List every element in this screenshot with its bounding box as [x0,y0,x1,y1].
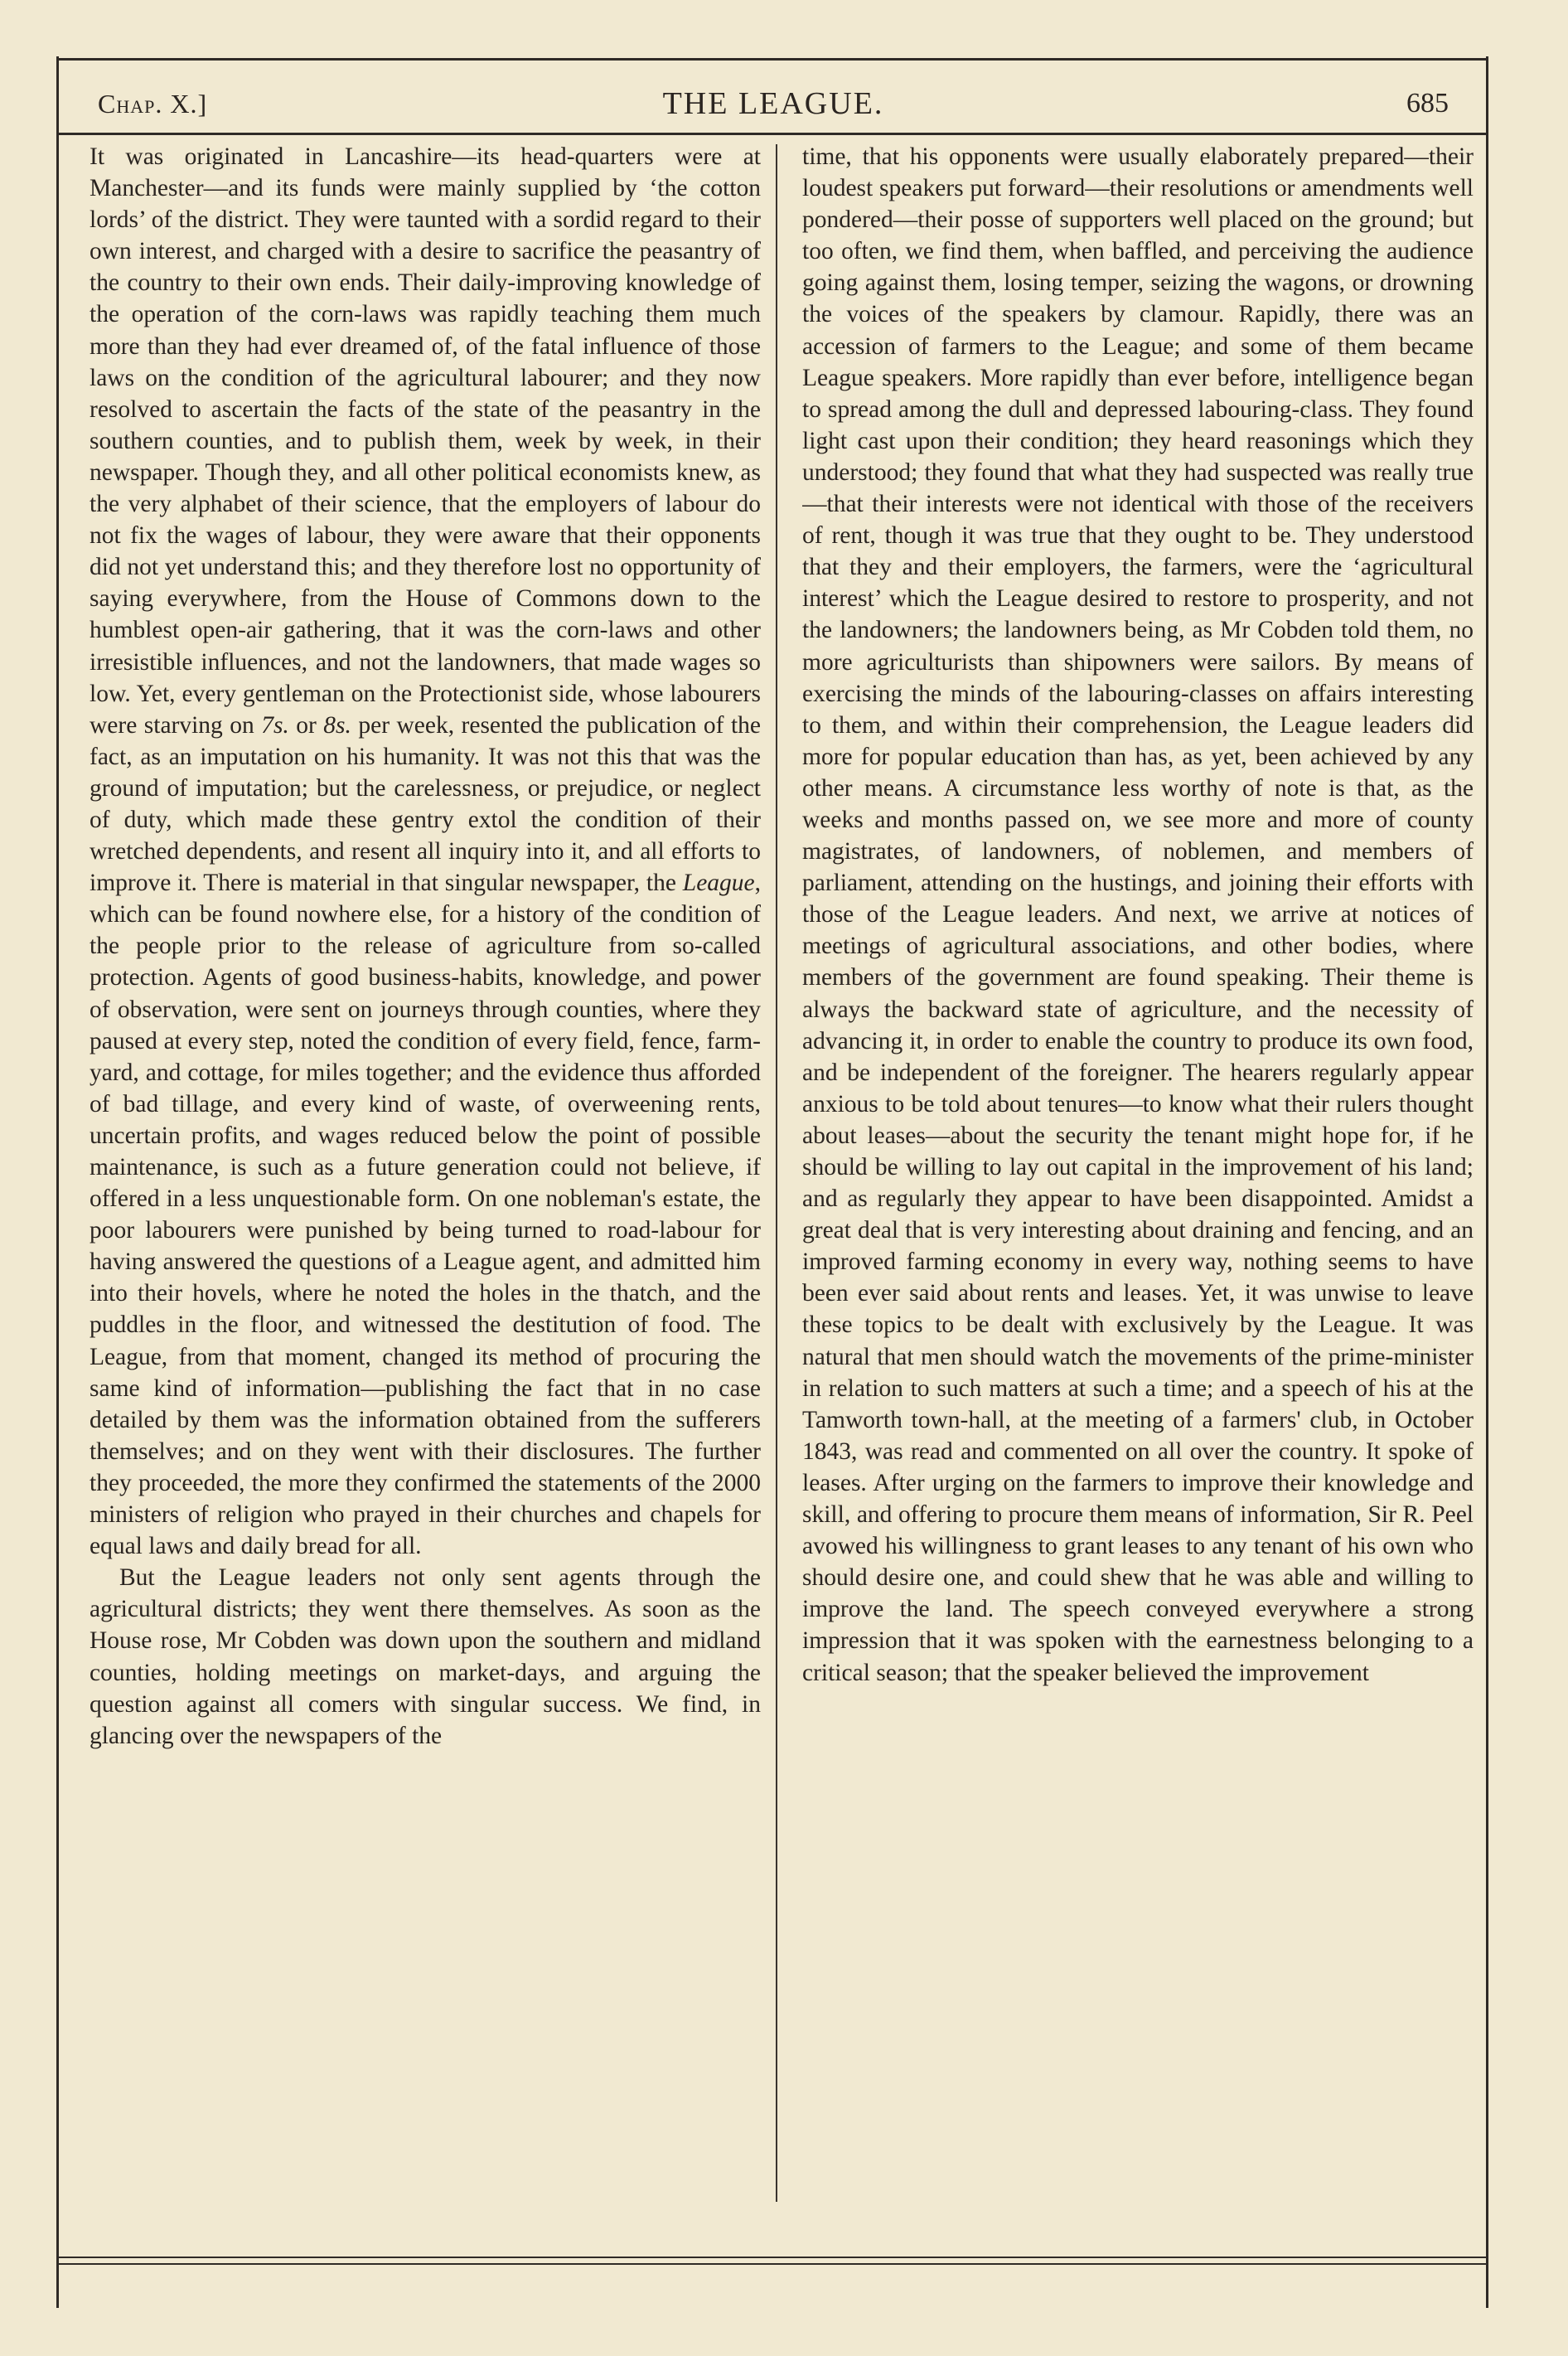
right-paragraph-1: time, that his opponents were usually elaborately prepared—their loudest speakers put forward—their resolutions or amendments well pondered—their posse of supporters well placed on the ground; but too often, we find them, when baffled, and perceiving the audience going against them, losing temper, seizing the wagons, or drowning the voices of the speakers by clamour. Rapidly, there was an accession of farmers to the League; and some of them became League speakers. More rapidly than ever before, intelligence began to spread among the dull and depressed labouring-class. They found light cast upon their condition; they heard reasonings which they understood; they found that what they had suspected was really true—that their interests were not identical with those of the receivers of rent, though it was true that they ought to be. They understood that they and their employers, the farmers, were the ‘agricultural interest’ which the League desired to restore to prosperity, and not the landowners; the landowners being, as Mr Cobden told them, no more agriculturists than shipowners were sailors. By means of exercising the minds of the labouring-classes on affairs interesting to them, and within their comprehension, the League leaders did more for popular education than has, as yet, been achieved by any other means. A circumstance less worthy of note is that, as the weeks and months passed on, we see more and more of county magistrates, of landowners, of noblemen, and members of parliament, attending on the hustings, and joining their efforts with those of the League leaders. And next, we arrive at notices of meetings of agricultural associations, and other bodies, where members of the government are found speaking. Their theme is always the backward state of agriculture, and the necessity of advancing it, in order to enable the country to produce its own food, and be independent of the foreigner. The hearers regularly appear anxious to be told about tenures—to know what their rulers thought about leases—about the security the tenant might hope for, if he should be willing to lay out capital in the improvement of his land; and as regularly they appear to have been disappointed. Amidst a great deal that is very interesting about draining and fencing, and an improved farming economy in every way, nothing seems to have been ever said about rents and leases. Yet, it was unwise to leave these topics to be dealt with exclusively by the League. It was natural that men should watch the movements of the prime-minister in relation to such matters at such a time; and a speech of his at the Tamworth town-hall, at the meeting of a farmers' club, in October 1843, was read and commented on all over the country. It spoke of leases. After urging on the farmers to improve their knowledge and skill, and offering to procure them means of information, Sir R. Peel avowed his willingness to grant leases to any tenant of his own who should desire one, and could shew that he was able and willing to improve the land. The speech conveyed everywhere a strong impression that it was spoken with the earnestness belonging to a critical season; that the speaker believed the improvement [802,143,1474,1686]
bottom-rule-1 [58,2257,1487,2258]
column-divider [776,144,777,2202]
bottom-rule-2 [58,2263,1487,2265]
header-chapter: Chap. X.] [98,89,208,119]
left-p1-or: or [288,711,324,739]
page-number: 685 [1406,88,1449,119]
left-p1-8s: 8s. [323,711,351,739]
left-paragraph-1 [90,141,761,1562]
left-paragraph-2: But the League leaders not only sent agents through the agricultural districts; they went there themselves. As soon as the House rose, Mr Cobden was down upon the southern and midland counties, holding meetings on market-days, and arguing the question against all comers with singular success. We find, in glancing over the newspapers of the [90,1564,761,1749]
header-rule [58,133,1487,135]
left-p1-7s: 7s. [261,711,289,739]
left-p1-league-title: League [682,870,755,897]
right-column [802,141,1474,2213]
header-title: THE LEAGUE. [662,86,884,121]
running-header [90,78,1457,129]
left-column [90,141,761,2213]
left-p1-text-a: It was originated in Lancashire—its head-quarters were at Manchester—and its funds were mainly supplied by ‘the cotton lords’ of the district. They were taunted with a sordid regard to their own interest, and charged with a desire to sacrifice the peasantry of the country to their own ends. Their daily-improving knowledge of the operation of the corn-laws was rapidly teaching them much more than they had ever dreamed of, of the fatal influence of those laws on the condition of the agricultural labourer; and they now resolved to ascertain the facts of the state of the peasantry in the southern counties, and to publish them, week by week, in their newspaper. Though they, and all other political economists knew, as the very alphabet of their science, that the employers of labour do not fix the wages of labour, they were aware that their opponents did not yet understand this; and they therefore lost no opportunity of saying everywhere, from the House of Commons down to the humblest open-air gathering, that it was the corn-laws and other irresistible influences, and not the landowners, that made wages so low. Yet, every gentleman on the Protectionist side, whose labourers were starving on [90,143,761,739]
left-p1-text-b: per week, resented the publication of the fact, as an imputation on his humanity. It was not this that was the ground of imputation; but the carelessness, or prejudice, or neglect of duty, which made these gentry extol the condition of their wretched dependents, and resent all inquiry into it, and all efforts to improve it. There is material in that singular newspaper, the [90,711,761,897]
left-p1-text-c: , which can be found nowhere else, for a history of the condition of the people prior to the release of agriculture from so-called protection. Agents of good business-habits, knowledge, and power of observation, were sent on journeys through counties, where they paused at every step, noted the condition of every field, fence, farm-yard, and cottage, for miles together; and the evidence thus afforded of bad tillage, and every kind of waste, of overweening rents, uncertain profits, and wages reduced below the point of possible maintenance, is such as a future generation could not believe, if offered in a less unquestionable form. On one nobleman's estate, the poor labourers were punished by being turned to road-labour for having answered the questions of a League agent, and admitted him into their hovels, where he noted the holes in the thatch, and the puddles in the floor, and witnessed the destitution of food. The League, from that moment, changed its method of procuring the same kind of information—publishing the fact that in no case detailed by them was the information obtained from the sufferers themselves; and on they went with their disclosures. The further they proceeded, the more they confirmed the statements of the 2000 ministers of religion who prayed in their churches and chapels for equal laws and daily bread for all. [90,870,761,1560]
